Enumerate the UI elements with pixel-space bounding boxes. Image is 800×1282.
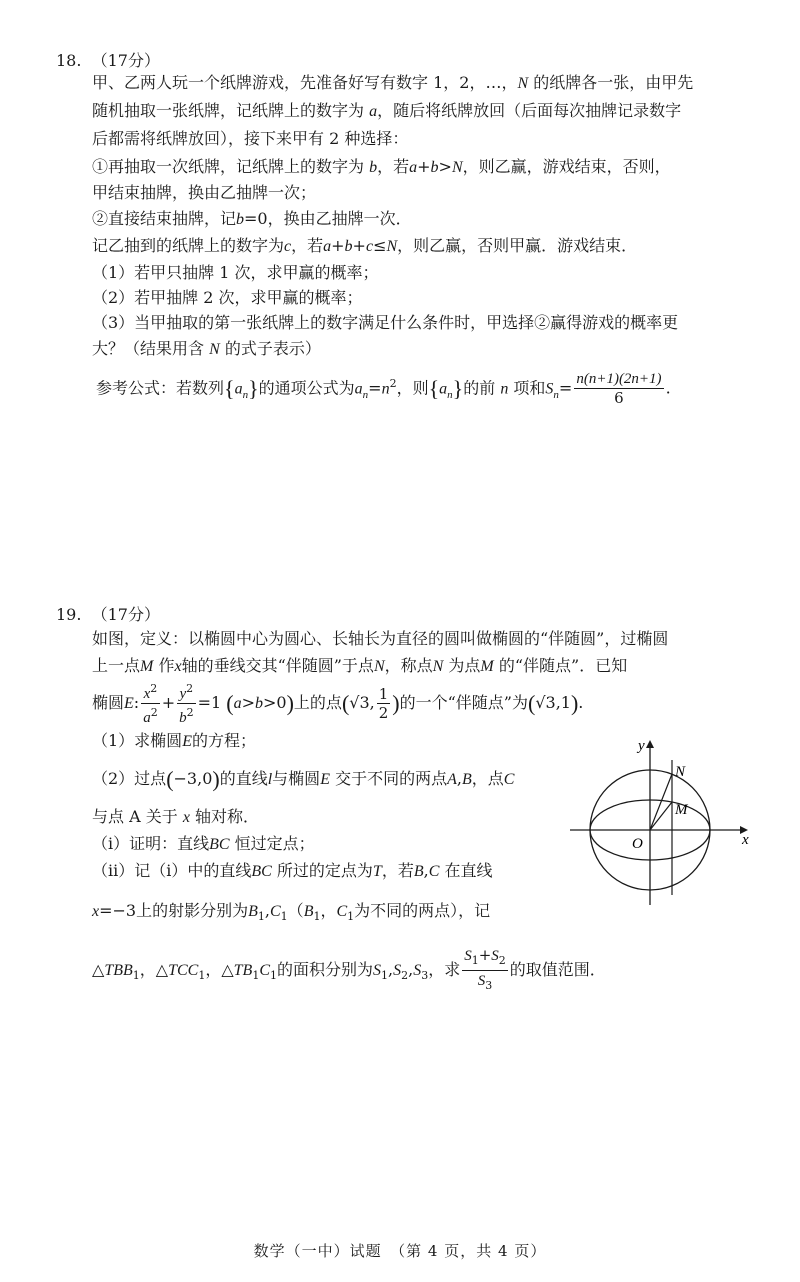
q18-line3: 后都需将纸牌放回），接下来甲有 2 种选择： bbox=[92, 129, 409, 148]
ellipse-figure bbox=[560, 730, 760, 910]
q19-line1: 如图，定义：以椭圆中心为圆心、长轴长为直径的圆叫做椭圆的“伴随圆”，过椭圆 bbox=[92, 629, 669, 648]
q18-sub3: （3）当甲抽取的第一张纸牌上的数字满足什么条件时，甲选择②赢得游戏的概率更 bbox=[92, 313, 679, 332]
q18-option2: ②直接结束抽牌，记b=0，换由乙抽牌一次． bbox=[92, 209, 412, 228]
q18-line2: 随机抽取一张纸牌，记纸牌上的数字为 a，随后将纸牌放回（后面每次抽牌记录数字 bbox=[92, 101, 682, 120]
point-m-label: M bbox=[675, 802, 688, 818]
q19-line3: 椭圆E: $\frac{x^2}{a^2}$ + $\frac{y^2}{b^2}$ =1 (a>b>0)上的点(√3, $\frac{1}{2}$ )的一个“伴随点”为(√3,1). bbox=[92, 682, 584, 726]
q19-part-i: （i）证明：直线BC 恒过定点； bbox=[92, 834, 315, 853]
y-axis-label: y bbox=[638, 738, 645, 754]
q19-number: 19. （17分） bbox=[56, 605, 160, 624]
ref-numerator: n(n+1)(2n+1) bbox=[576, 371, 662, 388]
segment-om bbox=[650, 802, 672, 830]
q18-sub1: （1）若甲只抽牌 1 次，求甲赢的概率； bbox=[92, 263, 379, 282]
q18-reference-formula: 参考公式：若数列$\{a_n\}$的通项公式为$a_n=n^2$，则$\{a_n\}$的前 n 项和$S_n=$ $\frac{n(n+1)(2n+1)}{6}$ . bbox=[96, 371, 671, 408]
y-axis-arrow bbox=[646, 740, 654, 748]
origin-label: O bbox=[632, 836, 643, 852]
q19-sub1: （1）求椭圆E的方程； bbox=[92, 731, 256, 750]
q18-sub2: （2）若甲抽牌 2 次，求甲赢的概率； bbox=[92, 288, 363, 307]
q19-sub2: （2）过点(−3,0)的直线l与椭圆E 交于不同的两点A,B，点C bbox=[92, 766, 515, 792]
q19-part-ii: （ii）记（i）中的直线BC 所过的定点为T，若B,C 在直线 bbox=[92, 861, 493, 880]
q19-part-ii-cont: x=−3上的射影分别为$B_1,C_1(B_1$，$C_1$为不同的两点），记 bbox=[92, 901, 491, 924]
page-footer: 数学（一中）试题 （第 4 页，共 4 页） bbox=[253, 1242, 547, 1260]
ref-denominator: 6 bbox=[614, 389, 624, 408]
q18-sub3-cont: 大？（结果用含 N 的式子表示） bbox=[92, 339, 321, 358]
q18-line1: 甲、乙两人玩一个纸牌游戏，先准备好写有数字 1，2，…，N 的纸牌各一张，由甲先 bbox=[92, 73, 694, 92]
x-axis-label: x bbox=[742, 832, 749, 848]
q19-part-ii-areas: $\triangle TBB_1$，$\triangle TCC_1$，$\triangle TB_1C_1$的面积分别为$S_1,S_2,S_3$，求 $\frac{S_1+S_2}{S_3}$ 的取值范围． bbox=[92, 946, 606, 992]
q18-option1: ①再抽取一次纸牌，记纸牌上的数字为 b，若a+b>N，则乙赢，游戏结束，否则， bbox=[92, 157, 671, 176]
q18-rule: 记乙抽到的纸牌上的数字为c，若a+b+c≤N，则乙赢，否则甲赢．游戏结束． bbox=[92, 236, 638, 255]
q18-option1-cont: 甲结束抽牌，换由乙抽牌一次； bbox=[92, 183, 317, 202]
q18-number: 18. （17分） bbox=[56, 51, 160, 70]
point-n-label: N bbox=[675, 764, 686, 780]
q19-line2: 上一点M 作x轴的垂线交其“伴随圆”于点N，称点N 为点M 的“伴随点”．已知 bbox=[92, 656, 628, 675]
q19-sub2-cont: 与点 A 关于 x 轴对称． bbox=[92, 807, 260, 826]
